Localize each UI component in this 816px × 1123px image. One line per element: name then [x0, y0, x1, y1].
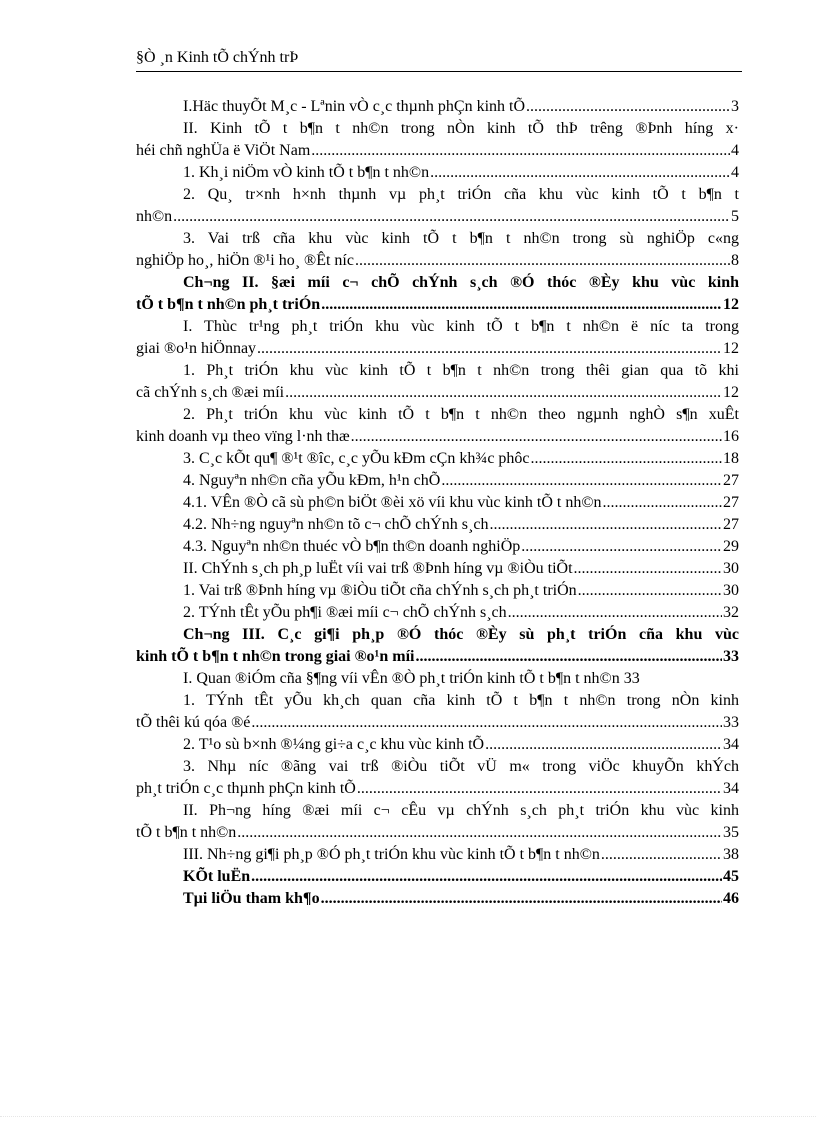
toc-entry-title: 4. Nguyªn nh©n cña yÕu kÐm, h¹n chÕ — [183, 472, 441, 489]
toc-entry — [136, 492, 739, 514]
toc-entry-title: tÕ thêi kú qóa ®é — [136, 714, 251, 731]
toc-leader-dots — [602, 492, 722, 514]
toc-entry-title: 2. T¹o sù b×nh ®¼ng gi÷a c¸c khu vùc kinh tÕ — [183, 736, 485, 753]
toc-entry-title: giai ®o¹n hiÖnnay — [136, 340, 257, 357]
toc-leader-dots — [530, 448, 722, 470]
toc-leader-dots — [484, 734, 722, 756]
toc-entry-title: I. Quan ®iÓm cña §¶ng víi vÊn ®Ò ph¸t triÓn kinh tÕ t b¶n t nh©n 33 — [183, 670, 640, 687]
toc-entry — [136, 558, 739, 580]
toc-entry — [136, 602, 739, 624]
toc-leader-dots — [520, 536, 722, 558]
toc-leader-dots — [440, 470, 722, 492]
page-header: §Ò ¸n Kinh tÕ chÝnh trÞ — [136, 49, 299, 66]
toc-entry — [136, 866, 739, 888]
header-rule — [136, 71, 742, 72]
toc-entry-title: KÕt luËn — [183, 868, 251, 885]
toc-leader-dots — [284, 382, 722, 404]
toc-page-number: 12 — [723, 384, 739, 401]
toc-entry-title: héi chñ nghÜa ë ViÖt Nam — [136, 142, 311, 159]
toc-page-number: 38 — [723, 846, 739, 863]
toc-leader-dots — [573, 558, 722, 580]
toc-entry-title: kinh tÕ t b¶n t nh©n trong giai ®o¹n míi — [136, 648, 415, 665]
toc-entry — [136, 470, 739, 492]
toc-entry-line1: II. Kinh tÕ t b¶n t nh©n trong nÒn kinh tÕ thÞ trêng ®Þnh híng x· — [183, 120, 739, 137]
toc-page-number: 32 — [723, 604, 739, 621]
toc-page-number: 30 — [723, 560, 739, 577]
toc-entry-title: nh©n — [136, 208, 173, 225]
toc-entry — [136, 140, 739, 162]
toc-page-number: 16 — [723, 428, 739, 445]
toc-entry — [136, 448, 739, 470]
toc-leader-dots — [350, 426, 722, 448]
toc-entry-title: ph¸t triÓn c¸c thµnh phÇn kinh tÕ — [136, 780, 356, 797]
toc-page-number: 35 — [723, 824, 739, 841]
toc-leader-dots — [310, 140, 730, 162]
toc-page-number: 8 — [731, 252, 739, 269]
toc-entry-title: kinh doanh vµ theo vïng l·nh thæ — [136, 428, 350, 445]
toc-page-number: 27 — [723, 516, 739, 533]
toc-entry-title: 2. TÝnh tÊt yÕu ph¶i ®æi míi c¬ chÕ chÝnh s¸ch — [183, 604, 507, 621]
toc-page-number: 3 — [731, 98, 739, 115]
toc-entry-title: I.Häc thuyÕt M¸c - Lªnin vÒ c¸c thµnh phÇn kinh tÕ — [183, 98, 526, 115]
toc-entry-line1: Ch¬ng III. C¸c gi¶i ph¸p ®Ó thóc ®Èy sù ph¸t triÓn cña khu vùc — [183, 626, 739, 643]
toc-entry-title: 1. Kh¸i niÖm vÒ kinh tÕ t b¶n t nh©n — [183, 164, 430, 181]
toc-page-number: 18 — [723, 450, 739, 467]
toc-entry — [136, 536, 739, 558]
toc-leader-dots — [488, 514, 722, 536]
toc-page-number: 33 — [723, 648, 739, 665]
toc-entry-line1: 2. Qu¸ tr×nh h×nh thµnh vµ ph¸t triÓn cña khu vùc kinh tÕ t b¶n t — [183, 186, 739, 203]
toc-entry — [136, 580, 739, 602]
toc-entry — [136, 778, 739, 800]
toc-entry-title: nghiÖp ho¸, hiÖn ®¹i ho¸ ®Êt níc — [136, 252, 354, 269]
toc-entry — [136, 888, 739, 910]
toc-leader-dots — [577, 580, 722, 602]
toc-page-number: 5 — [731, 208, 739, 225]
toc-entry — [136, 712, 739, 734]
toc-leader-dots — [256, 338, 722, 360]
toc-page-number: 30 — [723, 582, 739, 599]
toc-leader-dots — [354, 250, 730, 272]
toc-entry-title: 3. C¸c kÕt qu¶ ®¹t ®îc, c¸c yÕu kÐm cÇn kh¾c phôc — [183, 450, 530, 467]
toc-entry — [136, 646, 739, 668]
toc-entry-line1: 3. Nhµ níc ®ãng vai trß ®iÒu tiÕt vÜ m« trong viÖc khuyÕn khÝch — [183, 758, 739, 775]
toc-page-number: 33 — [723, 714, 739, 731]
toc-leader-dots — [172, 206, 730, 228]
toc-entry-title: III. Nh÷ng gi¶i ph¸p ®Ó ph¸t triÓn khu vùc kinh tÕ t b¶n t nh©n — [183, 846, 600, 863]
toc-entry — [136, 294, 739, 316]
toc-page-number: 4 — [731, 164, 739, 181]
toc-page-number: 12 — [723, 340, 739, 357]
toc-entry-title: 4.2. Nh÷ng nguyªn nh©n tõ c¬ chÕ chÝnh s¸ch — [183, 516, 489, 533]
toc-page-number: 34 — [723, 736, 739, 753]
toc-entry — [136, 382, 739, 404]
toc-page-number: 4 — [731, 142, 739, 159]
toc-entry-title: 4.1. VÊn ®Ò cã sù ph©n biÖt ®èi xö víi khu vùc kinh tÕ t nh©n — [183, 494, 602, 511]
toc-entry — [136, 250, 739, 272]
toc-entry — [136, 668, 739, 690]
toc-leader-dots — [525, 96, 730, 118]
toc-entry-line1: 1. Ph¸t triÓn khu vùc kinh tÕ t b¶n t nh©n trong thêi gian qua tõ khi — [183, 362, 739, 379]
toc-entry — [136, 514, 739, 536]
toc-entry-line1: II. Ph¬ng híng ®æi míi c¬ cÊu vµ chÝnh s¸ch ph¸t triÓn khu vùc kinh — [183, 802, 739, 819]
toc-page-number: 46 — [723, 890, 739, 907]
toc-entry-line1: Ch¬ng II. §æi míi c¬ chÕ chÝnh s¸ch ®Ó thóc ®Èy khu vùc kinh — [183, 274, 739, 291]
toc-page-number: 12 — [723, 296, 739, 313]
toc-leader-dots — [250, 866, 722, 888]
toc-entry-title: II. ChÝnh s¸ch ph¸p luËt víi vai trß ®Þnh híng vµ ®iÒu tiÕt — [183, 560, 573, 577]
toc-page-number: 27 — [723, 472, 739, 489]
toc-leader-dots — [414, 646, 722, 668]
footer-rule — [0, 1116, 816, 1117]
toc-leader-dots — [429, 162, 730, 184]
toc-entry-title: Tµi liÖu tham kh¶o — [183, 890, 320, 907]
toc-entry — [136, 338, 739, 360]
toc-entry — [136, 426, 739, 448]
toc-leader-dots — [236, 822, 722, 844]
toc-page-number: 34 — [723, 780, 739, 797]
toc-leader-dots — [250, 712, 722, 734]
toc-entry — [136, 96, 739, 118]
toc-entry-line1: 1. TÝnh tÊt yÕu kh¸ch quan cña kinh tÕ t b¶n t nh©n trong nÒn kinh — [183, 692, 739, 709]
toc-entry — [136, 206, 739, 228]
toc-leader-dots — [600, 844, 722, 866]
toc-page-number: 45 — [723, 868, 739, 885]
toc-entry — [136, 844, 739, 866]
toc-entry — [136, 822, 739, 844]
toc-page-number: 27 — [723, 494, 739, 511]
toc-leader-dots — [507, 602, 722, 624]
toc-entry-title: tÕ t b¶n t nh©n — [136, 824, 237, 841]
toc-entry-line1: 3. Vai trß cña khu vùc kinh tÕ t b¶n t nh©n trong sù nghiÖp c«ng — [183, 230, 739, 247]
toc-page-number: 29 — [723, 538, 739, 555]
toc-leader-dots — [356, 778, 722, 800]
toc-entry — [136, 734, 739, 756]
toc-entry-title: 1. Vai trß ®Þnh híng vµ ®iÒu tiÕt cña chÝnh s¸ch ph¸t triÓn — [183, 582, 577, 599]
table-of-contents — [136, 96, 739, 910]
toc-entry-title: 4.3. Nguyªn nh©n thuéc vÒ b¶n th©n doanh nghiÖp — [183, 538, 521, 555]
toc-entry-line1: I. Thùc tr¹ng ph¸t triÓn khu vùc kinh tÕ t b¶n t nh©n ë níc ta trong — [183, 318, 739, 335]
toc-entry-title: tÕ t b¶n t nh©n ph¸t triÓn — [136, 296, 321, 313]
toc-entry-line1: 2. Ph¸t triÓn khu vùc kinh tÕ t b¶n t nh©n theo ngµnh nghÒ s¶n xuÊt — [183, 406, 739, 423]
toc-entry — [136, 162, 739, 184]
toc-entry-title: cã chÝnh s¸ch ®æi míi — [136, 384, 285, 401]
toc-leader-dots — [320, 294, 722, 316]
toc-leader-dots — [320, 888, 722, 910]
